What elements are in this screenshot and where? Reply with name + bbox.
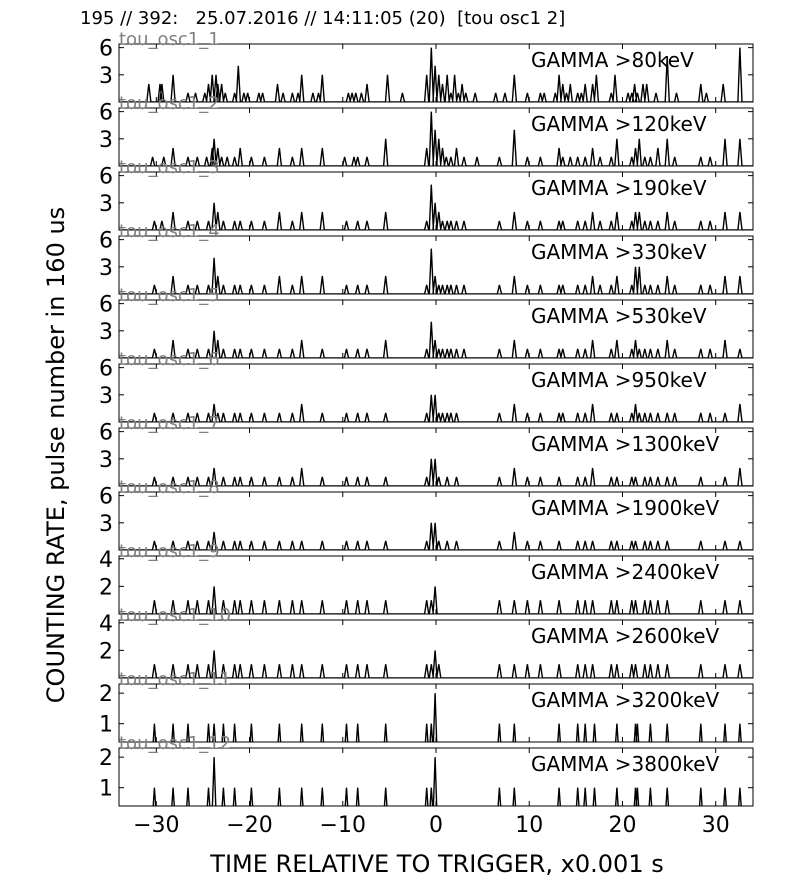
y-tick-label: 3 [99, 191, 113, 217]
channel-label: tou_osc1_2 [119, 93, 220, 114]
x-tick-label: 10 [515, 813, 544, 838]
channel-label: tou_osc1_11 [119, 669, 232, 690]
chart-header: 195 // 392: 25.07.2016 // 14:11:05 (20) [tou osc1 2] [80, 8, 566, 29]
y-tick-label: 2 [99, 639, 113, 665]
channel-label: tou_osc1_7 [119, 413, 220, 434]
channel-label: tou_osc1_4 [119, 221, 220, 242]
channel-label: tou_osc1_10 [119, 605, 232, 626]
x-tick-label: 0 [429, 813, 443, 838]
y-tick-label: 3 [99, 511, 113, 537]
channel-label: tou_osc1_12 [119, 733, 232, 754]
y-tick-label: 2 [99, 746, 113, 772]
panel-label: GAMMA >2400keV [531, 560, 720, 584]
y-tick-label: 6 [99, 484, 113, 510]
panel-label: GAMMA >1300keV [531, 432, 720, 456]
x-tick-label: −30 [133, 813, 180, 838]
x-tick-label: 20 [608, 813, 637, 838]
x-tick-label: −10 [319, 813, 366, 838]
channel-label: tou_osc1_9 [119, 541, 220, 562]
panel-label: GAMMA >3800keV [531, 752, 720, 776]
panel-label: GAMMA >330keV [531, 240, 707, 264]
channel-label: tou_osc1_1 [119, 29, 220, 50]
y-tick-label: 2 [99, 575, 113, 601]
y-tick-label: 3 [99, 447, 113, 473]
y-tick-label: 1 [99, 712, 113, 738]
y-tick-label: 6 [99, 100, 113, 126]
panel-label: GAMMA >2600keV [531, 624, 720, 648]
x-tick-label: 30 [701, 813, 730, 838]
y-tick-label: 4 [99, 611, 113, 637]
x-axis-label: TIME RELATIVE TO TRIGGER, x0.001 s [210, 850, 664, 878]
y-tick-label: 6 [99, 292, 113, 318]
y-tick-label: 6 [99, 164, 113, 190]
y-tick-label: 3 [99, 63, 113, 89]
y-tick-label: 2 [99, 682, 113, 708]
y-tick-label: 3 [99, 319, 113, 345]
x-tick-label: −20 [226, 813, 273, 838]
panel-label: GAMMA >80keV [531, 48, 694, 72]
channel-label: tou_osc1_3 [119, 157, 220, 178]
channel-label: tou_osc1_6 [119, 349, 220, 370]
panel-label: GAMMA >1900keV [531, 496, 720, 520]
y-tick-label: 6 [99, 228, 113, 254]
y-tick-label: 6 [99, 36, 113, 62]
y-tick-label: 3 [99, 255, 113, 281]
y-tick-label: 6 [99, 356, 113, 382]
panel-label: GAMMA >190keV [531, 176, 707, 200]
y-axis-label: COUNTING RATE, pulse number in 160 us [42, 206, 70, 704]
channel-label: tou_osc1_8 [119, 477, 220, 498]
y-tick-label: 4 [99, 547, 113, 573]
y-tick-label: 3 [99, 383, 113, 409]
panel-label: GAMMA >3200keV [531, 688, 720, 712]
panel-label: GAMMA >530keV [531, 304, 707, 328]
panel-label: GAMMA >120keV [531, 112, 707, 136]
panel-label: GAMMA >950keV [531, 368, 707, 392]
y-tick-label: 6 [99, 420, 113, 446]
channel-label: tou_osc1_5 [119, 285, 220, 306]
y-tick-label: 3 [99, 127, 113, 153]
y-tick-label: 1 [99, 776, 113, 802]
